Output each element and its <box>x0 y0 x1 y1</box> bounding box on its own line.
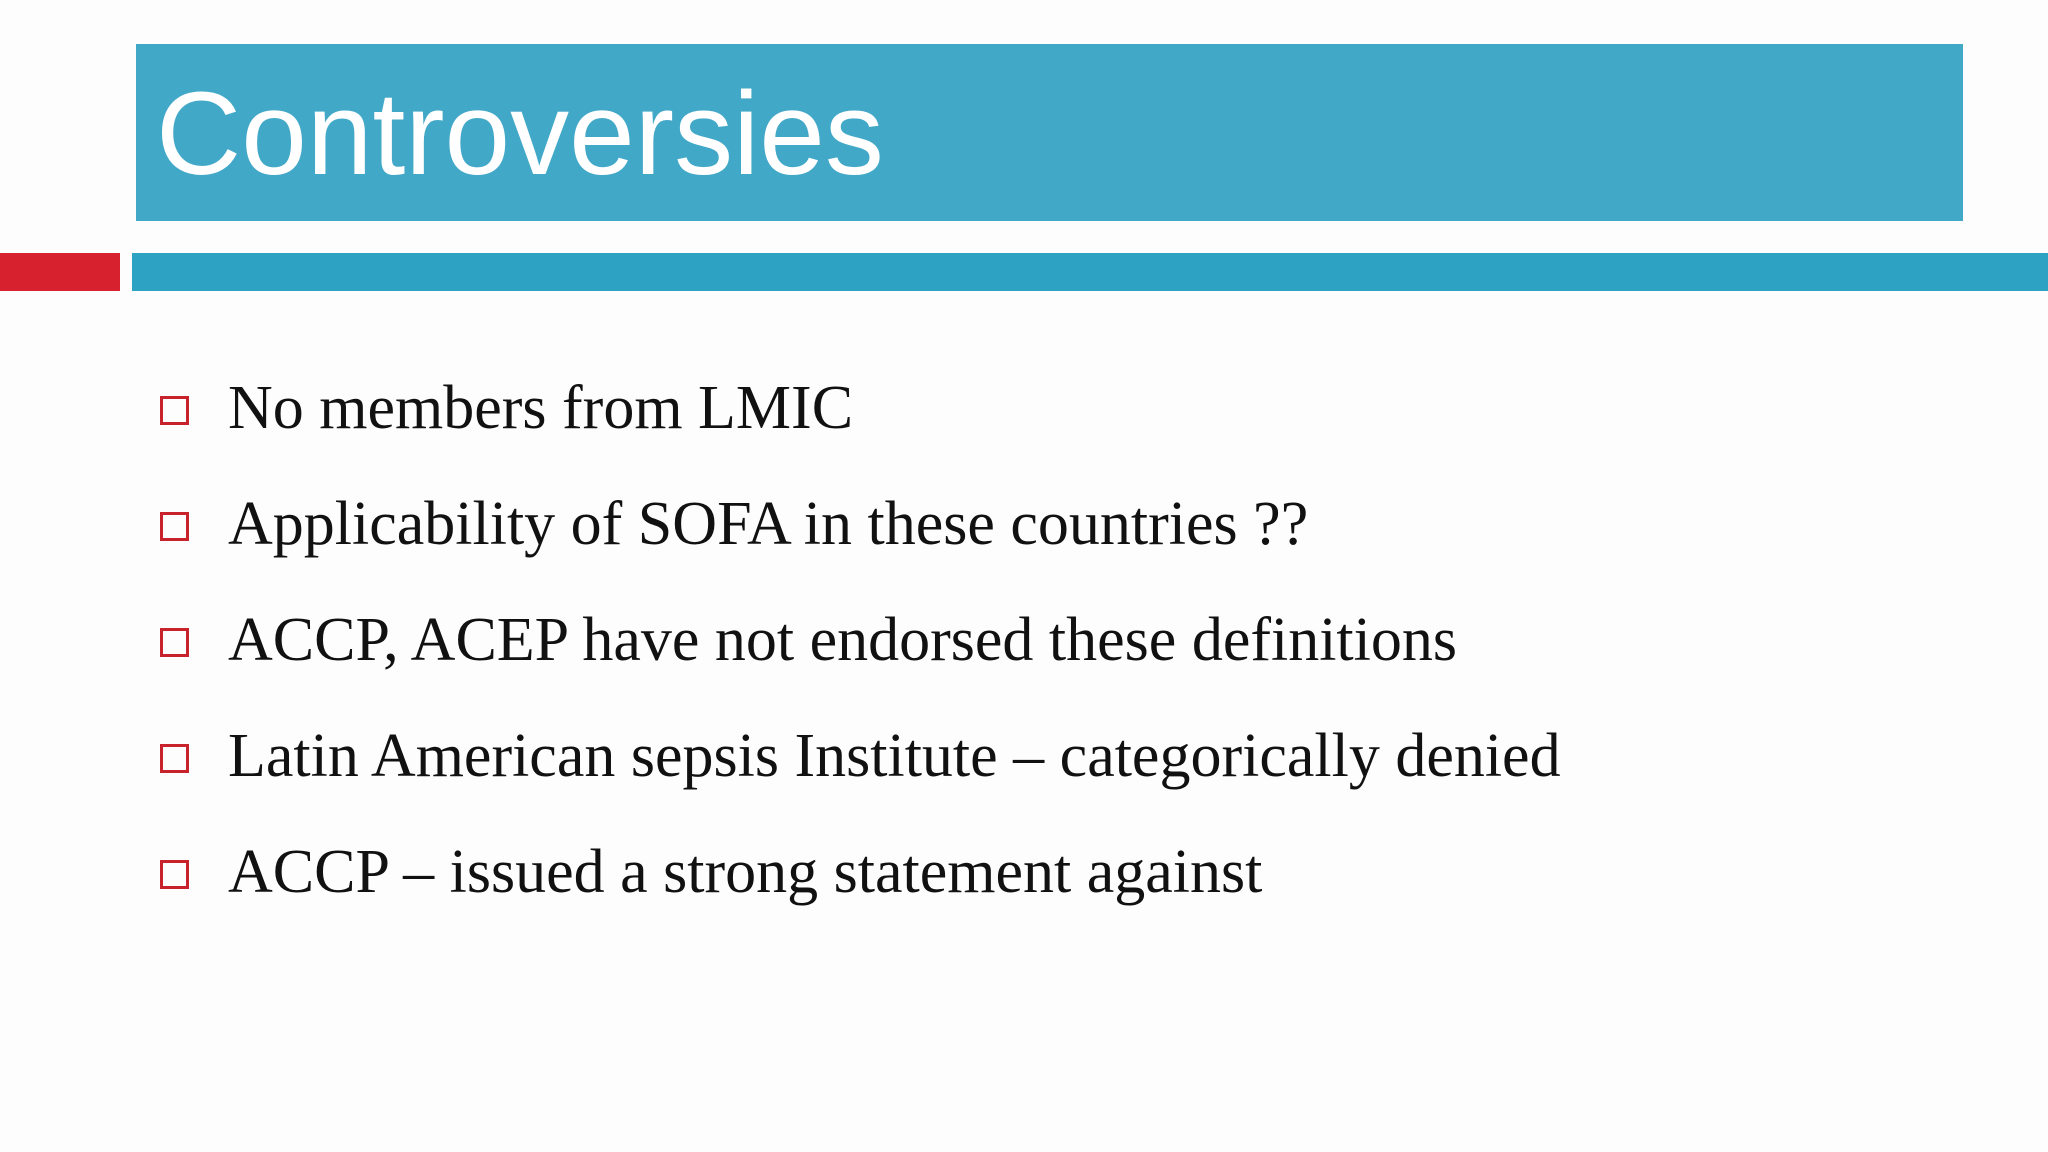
hollow-square-bullet-icon <box>160 512 189 541</box>
hollow-square-bullet-icon <box>160 628 189 657</box>
bullet-text: ACCP, ACEP have not endorsed these definitions <box>228 606 1458 674</box>
title-banner <box>136 44 1963 221</box>
blue-accent-bar <box>132 253 2048 291</box>
slide-title: Controversies <box>156 68 884 200</box>
hollow-square-bullet-icon <box>160 396 189 425</box>
red-accent-bar <box>0 253 120 291</box>
bullet-text: No members from LMIC <box>228 374 854 442</box>
bullet-text: Latin American sepsis Institute – categorically denied <box>228 722 1561 790</box>
bullet-item <box>160 371 1561 487</box>
bullet-list <box>160 371 1561 951</box>
hollow-square-bullet-icon <box>160 744 189 773</box>
bullet-text: Applicability of SOFA in these countries ?? <box>228 490 1309 558</box>
bullet-item <box>160 719 1561 835</box>
bullet-item <box>160 487 1561 603</box>
hollow-square-bullet-icon <box>160 860 189 889</box>
bullet-item <box>160 603 1561 719</box>
bullet-text: ACCP – issued a strong statement against <box>228 838 1263 906</box>
bullet-item <box>160 835 1561 951</box>
